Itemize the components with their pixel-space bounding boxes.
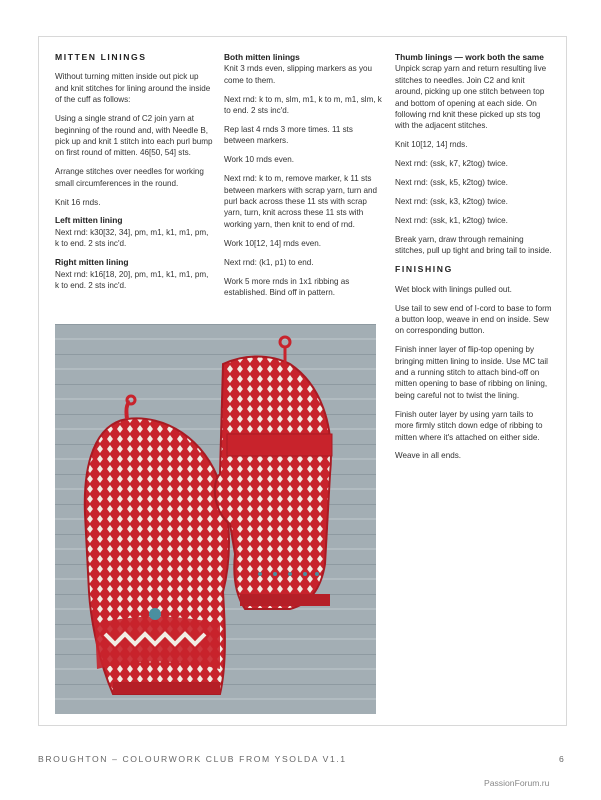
paragraph: Rep last 4 rnds 3 more times. 11 sts between markers. [224,125,353,146]
paragraph: Unpick scrap yarn and return resulting live stitches to needles. Join C2 and knit around, picking up one stitch between top and bottom of opening at each side. On following rnd knit these picked up sts tog with the adjacent stitches. [395,64,547,131]
paragraph: Next rnd: (ssk, k7, k2tog) twice. [395,159,508,169]
page-number: 6 [559,754,564,764]
paragraph: Break yarn, draw through remaining stitches, pull up tight and bring tail to inside. [395,234,552,256]
watermark: PassionForum.ru [484,778,550,788]
paragraph: Next rnd: k30[32, 34], pm, m1, k1, m1, pm, k to end. 2 sts inc'd. [55,227,209,249]
paragraph: Use tail to sew end of I-cord to base to form a button loop, weave in end on inside. Sew on corresponding button. [395,303,552,336]
mittens-photo [55,324,376,714]
paragraph: Next rnd: (ssk, k3, k2tog) twice. [395,197,508,207]
paragraph: Without turning mitten inside out pick up and knit stitches for lining around the inside of the cuff as follows: [55,72,211,105]
footer-title: BROUGHTON – COLOURWORK CLUB FROM YSOLDA V1.1 [38,754,347,764]
paragraph: Arrange stitches over needles for working small circumferences in the round. [55,167,204,188]
paragraph: Next rnd: k to m, remove marker, k 11 sts between markers with scrap yarn, turn and purl back across these 11 sts with scrap yarn, turn, knit across these 11 sts with working yarn, then knit to end of rnd. [224,174,377,229]
paragraph: Next rnd: k16[18, 20], pm, m1, k1, m1, pm, k to end. 2 sts inc'd. [55,269,209,290]
left-mitten-lining-title: Left mitten lining [55,215,123,226]
paragraph: Wet block with linings pulled out. [395,284,512,294]
paragraph: Next rnd: k to m, slm, m1, k to m, m1, slm, k to end. 2 sts inc'd. [224,94,382,116]
paragraph: Using a single strand of C2 join yarn at beginning of the round and, with Needle B, pick up and knit 1 stitch into each purl bump on first round of mitten. 46[50, 54] sts. [55,114,213,158]
column-3 [395,52,553,469]
paragraph: Knit 16 rnds. [55,197,101,207]
right-mitten-lining-title: Right mitten lining [55,257,129,268]
paragraph: Work 10 rnds even. [224,155,295,165]
paragraph: Work 10[12, 14] rnds even. [224,238,322,248]
mitten-linings-heading: MITTEN LININGS [55,52,147,62]
paragraph: Finish outer layer by using yarn tails to more firmly stitch down edge of ribbing to mitten where it's attached on either side. [395,409,543,442]
paragraph: Work 5 more rnds in 1x1 ribbing as established. Bind off in pattern. [224,276,350,297]
paragraph: Knit 3 rnds even, slipping markers as you come to them. [224,64,373,85]
paragraph: Next rnd: (k1, p1) to end. [224,257,314,267]
paragraph: Next rnd: (ssk, k5, k2tog) twice. [395,178,508,188]
thumb-linings-title: Thumb linings — work both the same [395,52,544,62]
paragraph: Finish inner layer of flip-top opening by bringing mitten lining to inside. Use MC tail and a running stitch to attach bind-off on mitten opening to base of ribbing on lining, being careful not to twist the lining. [395,345,548,400]
column-1 [55,52,213,299]
paragraph: Next rnd: (ssk, k1, k2tog) twice. [395,215,508,225]
column-2 [224,52,384,306]
paragraph: Weave in all ends. [395,451,461,461]
finishing-heading: FINISHING [395,264,453,275]
paragraph: Knit 10[12, 14] rnds. [395,140,468,150]
both-mitten-linings-title: Both mitten linings [224,52,300,62]
